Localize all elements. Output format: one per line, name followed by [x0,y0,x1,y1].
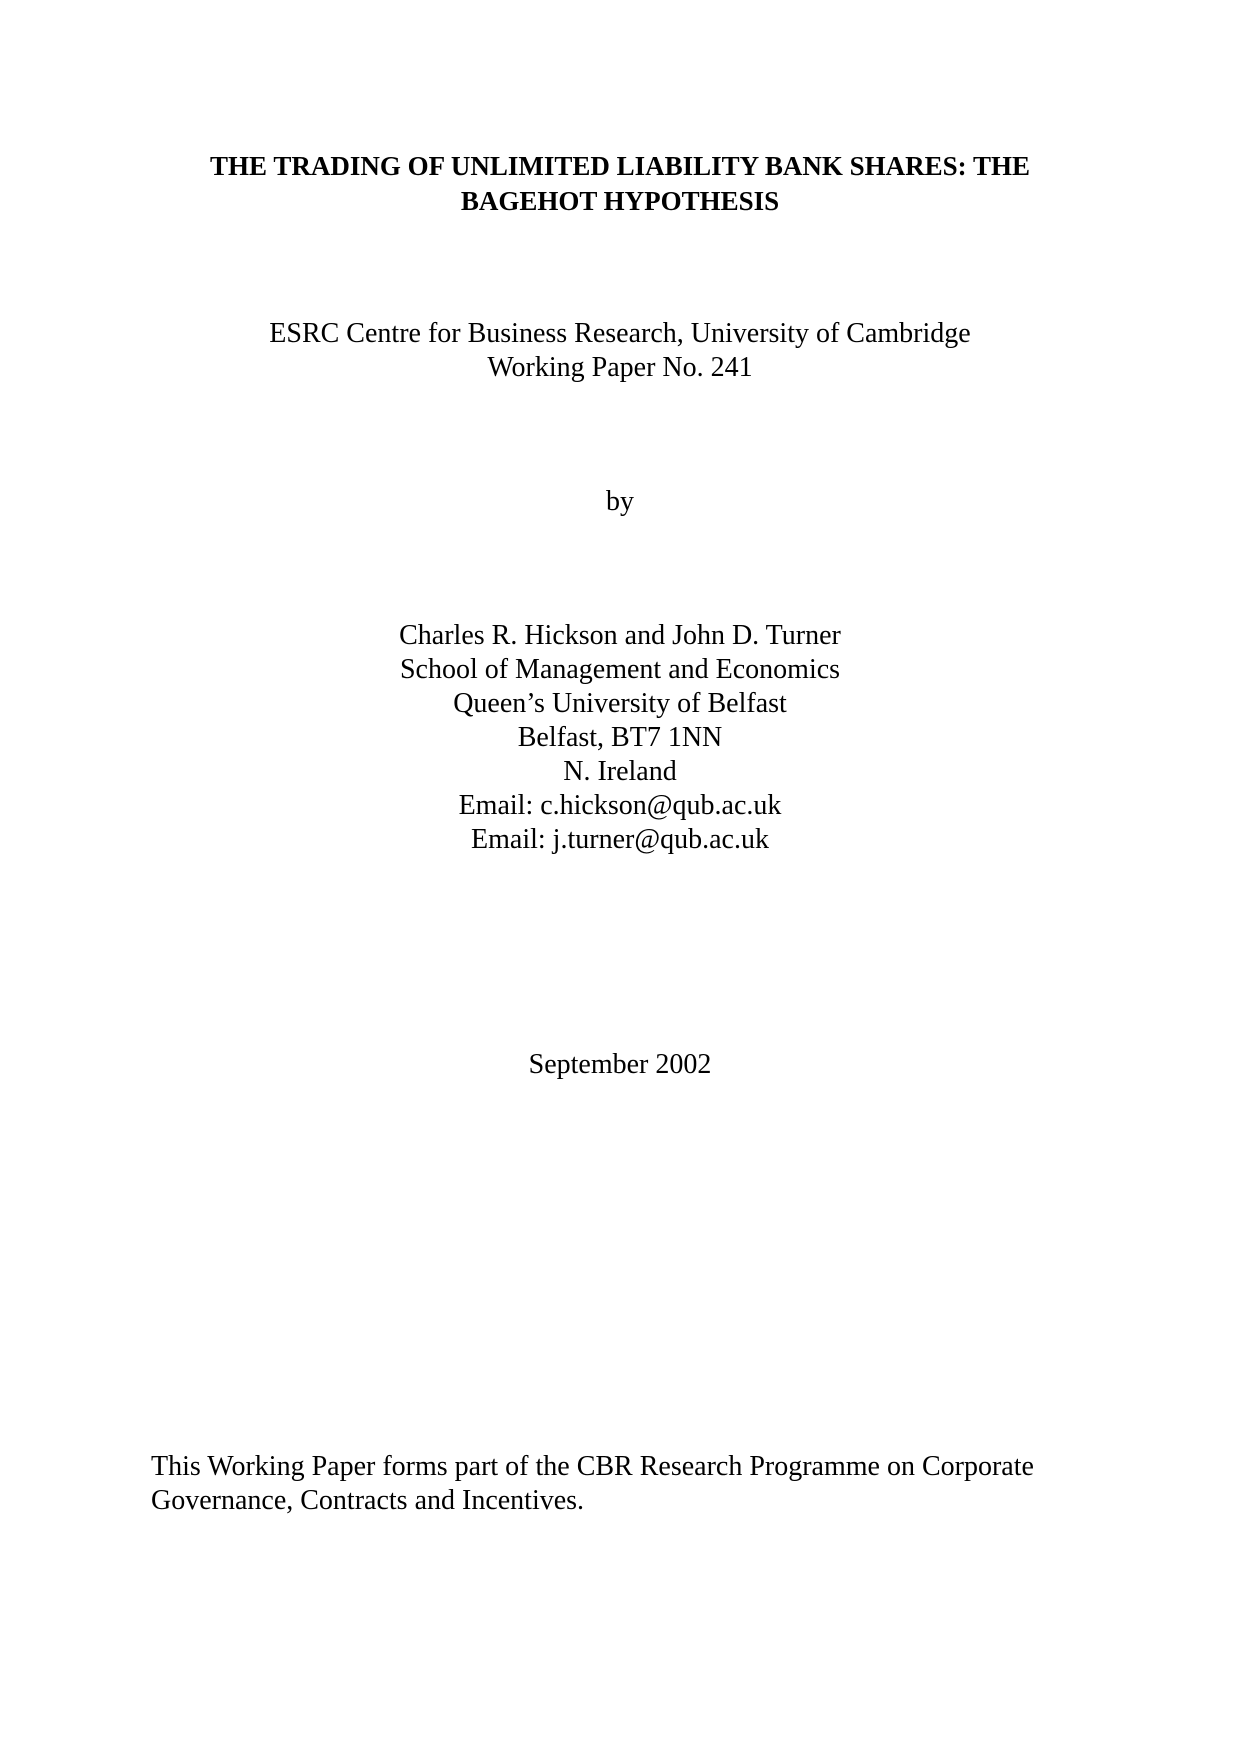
paper-title [150,149,1090,219]
author-email-turner: Email: j.turner@qub.ac.uk [471,824,769,855]
title-line-1: THE TRADING OF UNLIMITED LIABILITY BANK SHARES: THE [210,151,1030,181]
author-university: Queen’s University of Belfast [453,688,787,719]
author-city: Belfast, BT7 1NN [517,722,723,753]
working-paper-series [0,317,1240,385]
paper-number: Working Paper No. 241 [487,352,753,383]
date-text: September 2002 [528,1049,712,1080]
by-text: by [606,486,634,517]
author-block [0,619,1240,857]
programme-note [151,1450,1111,1518]
author-email-hickson: Email: c.hickson@qub.ac.uk [458,790,782,821]
centre-name: ESRC Centre for Business Research, University of Cambridge [269,318,971,349]
title-line-2: BAGEHOT HYPOTHESIS [460,186,780,216]
author-country: N. Ireland [563,756,677,787]
publication-date [0,1048,1240,1082]
note-line-2: Governance, Contracts and Incentives. [151,1485,585,1516]
by-label [0,485,1240,519]
note-line-1: This Working Paper forms part of the CBR Research Programme on Corporate [151,1451,1034,1482]
author-school: School of Management and Economics [399,654,841,685]
author-names: Charles R. Hickson and John D. Turner [399,620,841,651]
